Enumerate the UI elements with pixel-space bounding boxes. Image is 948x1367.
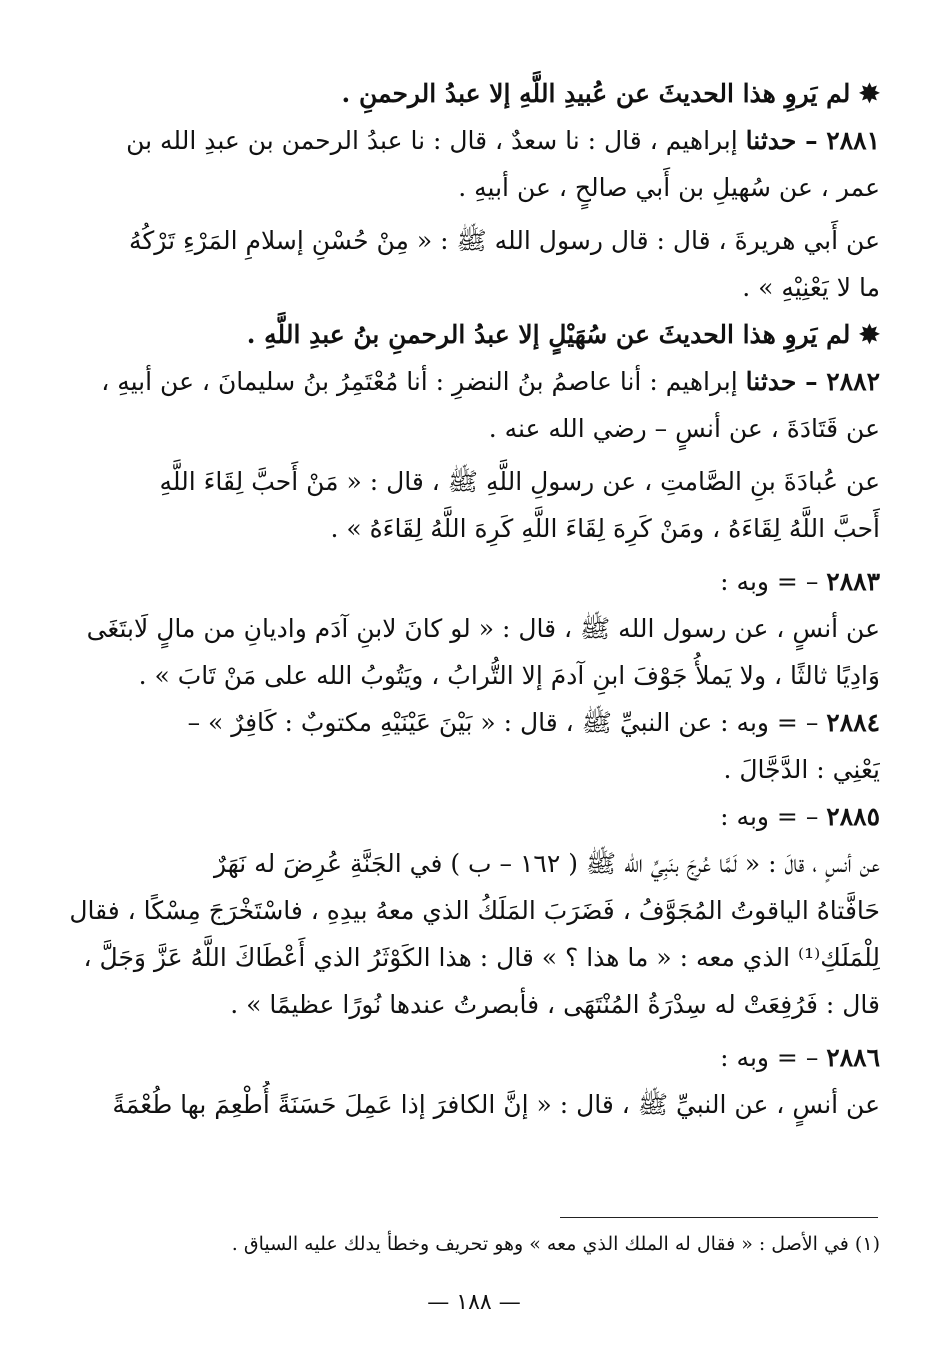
text-l15: يَعْنِي : الدَّجَّالَ . xyxy=(723,755,880,784)
text-l11: – = وبه : xyxy=(720,567,819,596)
page-number: — ١٨٨ — xyxy=(427,1290,521,1315)
text-l14: – = وبه : عن النبيِّ ﷺ ، قال : « بَيْنَ عَيْنَيْهِ مكتوبٌ : كَافِرٌ » – xyxy=(187,708,819,737)
text-l5: ما لا يَعْنِيْهِ » . xyxy=(742,273,880,302)
text-line xyxy=(50,746,880,793)
hadith-2884 xyxy=(50,699,880,746)
text-l18: حَافَّتاهُ الياقوتُ المُجَوَّفُ ، فَضَرَبَ المَلَكُ الذي معهُ بيدِهِ ، فاسْتَخْرَجَ مِسْكًا ، فقال xyxy=(69,896,880,925)
text-line xyxy=(50,405,880,452)
text-l8: عن قَتَادَةَ ، عن أنسٍ – رضي الله عنه . xyxy=(488,414,880,443)
hadith-number: ٢٨٨٣ xyxy=(826,567,880,596)
text-l1: ✸ لم يَروِ هذا الحديثَ عن عُبيدِ اللَّهِ إلا عبدُ الرحمنِ . xyxy=(341,79,880,108)
note-line-1 xyxy=(50,70,880,117)
note-line-2 xyxy=(50,311,880,358)
text-l16: – = وبه : xyxy=(720,802,819,831)
hadith-2886 xyxy=(50,1034,880,1081)
text-l2: إبراهيم ، قال : نا سعدٌ ، قال : نا عبدُ الرحمن بن عبدِ الله بن xyxy=(126,126,738,155)
footnote: (١) في الأصل : « فقال له الملك الذي معه » وهو تحريف وخطأ يدلك عليه السياق . xyxy=(231,1233,880,1255)
text-line xyxy=(50,458,880,505)
text-line xyxy=(50,652,880,699)
text-l19: لِلْمَلَكِ⁽¹⁾ الذي معه : « ما هذا ؟ » قال : هذا الكَوْثَرُ الذي أَعْطَاكَ اللَّهُ عَزَّ وَجَلَّ ، xyxy=(83,943,880,972)
page-body xyxy=(50,70,880,1128)
hadith-number: ٢٨٨٢ – حدثنا xyxy=(745,367,880,396)
text-line xyxy=(50,164,880,211)
hadith-number: ٢٨٨٦ xyxy=(826,1043,880,1072)
text-l7: إبراهيم : أنا عاصمُ بنُ النضرِ : أنا مُعْتَمِرُ بنُ سليمانَ ، عن أبيهِ ، xyxy=(101,367,738,396)
text-l13: وَادِيًا ثالثًا ، ولا يَملأُ جَوْفَ ابنِ آدمَ إلا التُّرابُ ، ويَتُوبُ الله على مَنْ تَابَ » . xyxy=(138,661,880,690)
text-line xyxy=(50,934,880,981)
text-line xyxy=(50,981,880,1028)
hadith-2883 xyxy=(50,558,880,605)
text-l21: – = وبه : xyxy=(720,1043,819,1072)
text-line xyxy=(50,887,880,934)
text-l10: أَحبَّ اللَّهُ لِقَاءَهُ ، ومَنْ كَرِهَ لِقَاءَ اللَّهِ كَرِهَ اللَّهُ لِقَاءَهُ » . xyxy=(330,514,880,543)
text-l9: عن عُبادَةَ بنِ الصَّامتِ ، عن رسولِ اللَّهِ ﷺ ، قال : « مَنْ أَحبَّ لِقَاءَ اللَّهِ xyxy=(159,467,880,496)
text-line xyxy=(50,605,880,652)
text-l4: عن أَبي هريرةَ ، قال : قال رسول الله ﷺ : « مِنْ حُسْنِ إسلامِ المَرْءِ تَرْكُهُ xyxy=(128,226,880,255)
text-l6: ✸ لم يَروِ هذا الحديثَ عن سُهَيْلٍ إلا عبدُ الرحمنِ بنُ عبدِ اللَّهِ . xyxy=(246,320,880,349)
hadith-2882 xyxy=(50,358,880,405)
text-l3: عمر ، عن سُهيلِ بن أَبي صالحٍ ، عن أبيهِ . xyxy=(458,173,880,202)
text-line xyxy=(50,264,880,311)
hadith-2885 xyxy=(50,793,880,840)
text-l22: عن أنسٍ ، عن النبيِّ ﷺ ، قال : « إنَّ الكافرَ إذا عَمِلَ حَسَنَةً أُطْعِمَ بها طُعْمَةً xyxy=(112,1090,880,1119)
footnote-divider xyxy=(560,1217,878,1218)
text-l12: عن أنسٍ ، عن رسول الله ﷺ ، قال : « لو كانَ لابنِ آدَم واديانِ من مالٍ لَابتَغَى xyxy=(86,614,880,643)
hadith-number: ٢٨٨١ – حدثنا xyxy=(745,126,880,155)
text-l17: عن أنسٍ ، قالَ : « لَمَّا عُرِجَ بنَبِيِّ الله ﷺ ( ١٦٢ – ب ) في الجَنَّةِ عُرِضَ له نَهَرٌ xyxy=(213,849,880,878)
hadith-number: ٢٨٨٤ xyxy=(826,708,880,737)
hadith-number: ٢٨٨٥ xyxy=(826,802,880,831)
text-line xyxy=(50,1081,880,1128)
text-line xyxy=(50,505,880,552)
hadith-2881 xyxy=(50,117,880,164)
text-l20: قال : فَرُفِعَتْ له سِدْرَةُ المُنْتَهَى ، فأبصرتُ عندها نُورًا عظيمًا » . xyxy=(230,990,880,1019)
text-line xyxy=(50,217,880,264)
text-line xyxy=(50,840,880,887)
